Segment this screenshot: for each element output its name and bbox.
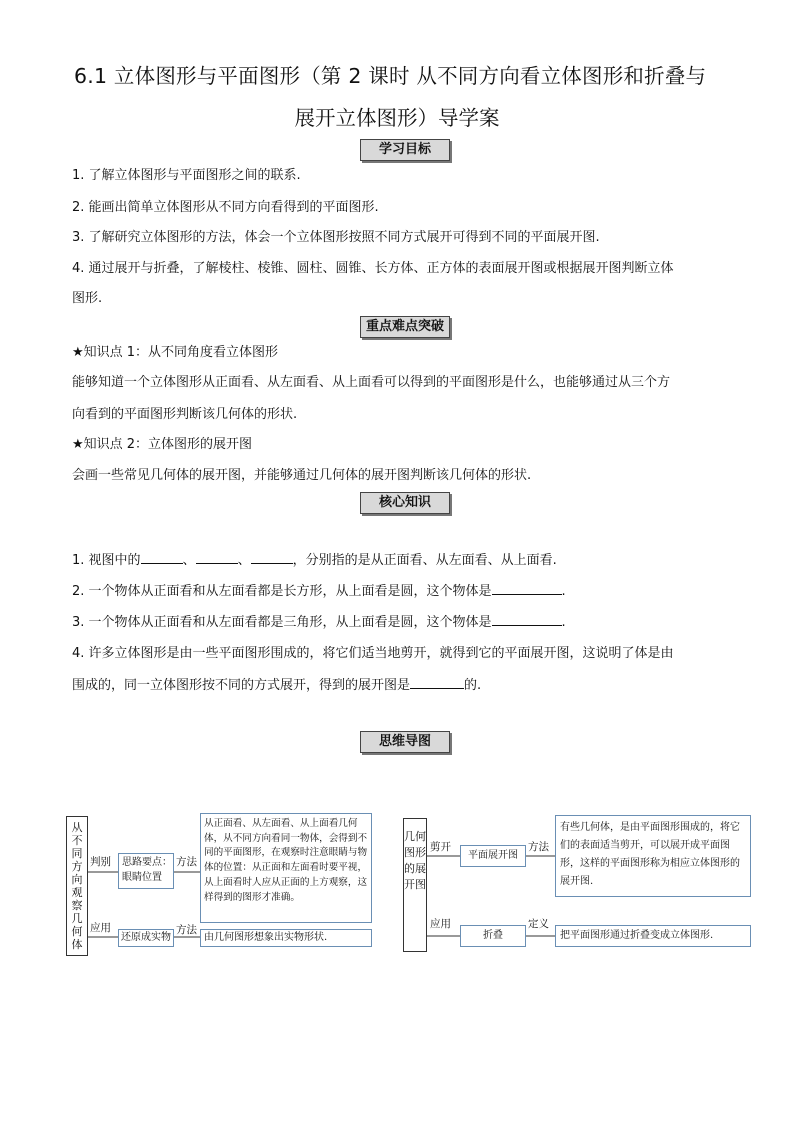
goal-item: 3. 了解研究立体图形的方法，体会一个立体图形按照不同方式展开可得到不同的平面展开图. xyxy=(72,230,600,245)
goal-item: 1. 了解立体图形与平面图形之间的联系. xyxy=(72,168,301,183)
goal-item: 4. 通过展开与折叠，了解棱柱、棱锥、圆柱、圆锥、长方体、正方体的表面展开图或根据展开图判断立体 xyxy=(72,261,674,276)
core-question-3: 3. 一个物体从正面看和从左面看都是三角形，从上面看是圆，这个物体是 . xyxy=(72,615,566,630)
goal-item: 2. 能画出简单立体图形从不同方向看得到的平面图形. xyxy=(72,200,379,215)
restore-box: 还原成实物 xyxy=(118,929,174,947)
apply-label: 应用 xyxy=(430,918,451,930)
key-point-title: ★知识点 1：从不同角度看立体图形 xyxy=(72,345,279,360)
apply-label: 应用 xyxy=(90,922,111,934)
mindmap-left-root: 从不同方向观察几何体 xyxy=(66,816,88,956)
idea-box: 思路要点：眼睛位置 xyxy=(118,853,174,889)
core-question-2: 2. 一个物体从正面看和从左面看都是长方形，从上面看是圆，这个物体是 . xyxy=(72,584,566,599)
cut-label: 剪开 xyxy=(430,841,451,853)
key-point-title: ★知识点 2：立体图形的展开图 xyxy=(72,437,253,452)
method-text-box: 从正面看、从左面看、从上面看几何体，从不同方向看同一物体，会得到不同的平面图形，在观察时注意眼睛与物体的位置：从正面和左面看时要平视，从上面看时人应从正面的上方观察，这样得到的图形才准确。 xyxy=(200,813,372,923)
section-goals-header: 学习目标 xyxy=(360,139,450,161)
method-label: 方法 xyxy=(528,841,549,853)
goal-item: 图形. xyxy=(72,291,103,306)
net-text-box: 有些几何体，是由平面图形围成的，将它们的表面适当剪开，可以展开成平面图形，这样的平面图形称为相应立体图形的展开图. xyxy=(555,815,751,897)
section-key-header: 重点难点突破 xyxy=(360,316,450,338)
method-label: 方法 xyxy=(176,856,197,868)
key-point-text: 向看到的平面图形判断该几何体的形状. xyxy=(72,407,298,422)
section-core-header: 核心知识 xyxy=(360,492,450,514)
key-point-text: 能够知道一个立体图形从正面看、从左面看、从上面看可以得到的平面图形是什么，也能够通过从三个方 xyxy=(72,375,671,390)
page-title-line1: 6.1 立体图形与平面图形（第 2 课时 从不同方向看立体图形和折叠与 xyxy=(74,64,707,88)
core-question-1: 1. 视图中的 、 、 ，分别指的是从正面看、从左面看、从上面看. xyxy=(72,553,557,568)
mindmap-right-root: 几何图形的展开图 xyxy=(403,818,427,952)
key-point-text: 会画一些常见几何体的展开图，并能够通过几何体的展开图判断该几何体的形状. xyxy=(72,468,532,483)
fold-box: 折叠 xyxy=(460,925,526,947)
net-box: 平面展开图 xyxy=(460,845,526,867)
judge-label: 判别 xyxy=(90,856,111,868)
section-mindmap-header: 思维导图 xyxy=(360,731,450,753)
core-question-4: 4. 许多立体图形是由一些平面图形围成的，将它们适当地剪开，就得到它的平面展开图，这说明了体是由 xyxy=(72,646,674,661)
define-label: 定义 xyxy=(528,918,549,930)
core-question-4-cont: 围成的，同一立体图形按不同的方式展开，得到的展开图是 的. xyxy=(72,678,482,693)
page-title-line2: 展开立体图形）导学案 xyxy=(294,106,500,130)
fold-text-box: 把平面图形通过折叠变成立体图形. xyxy=(555,925,751,947)
method-label: 方法 xyxy=(176,924,197,936)
restore-text-box: 由几何图形想象出实物形状. xyxy=(200,929,372,947)
